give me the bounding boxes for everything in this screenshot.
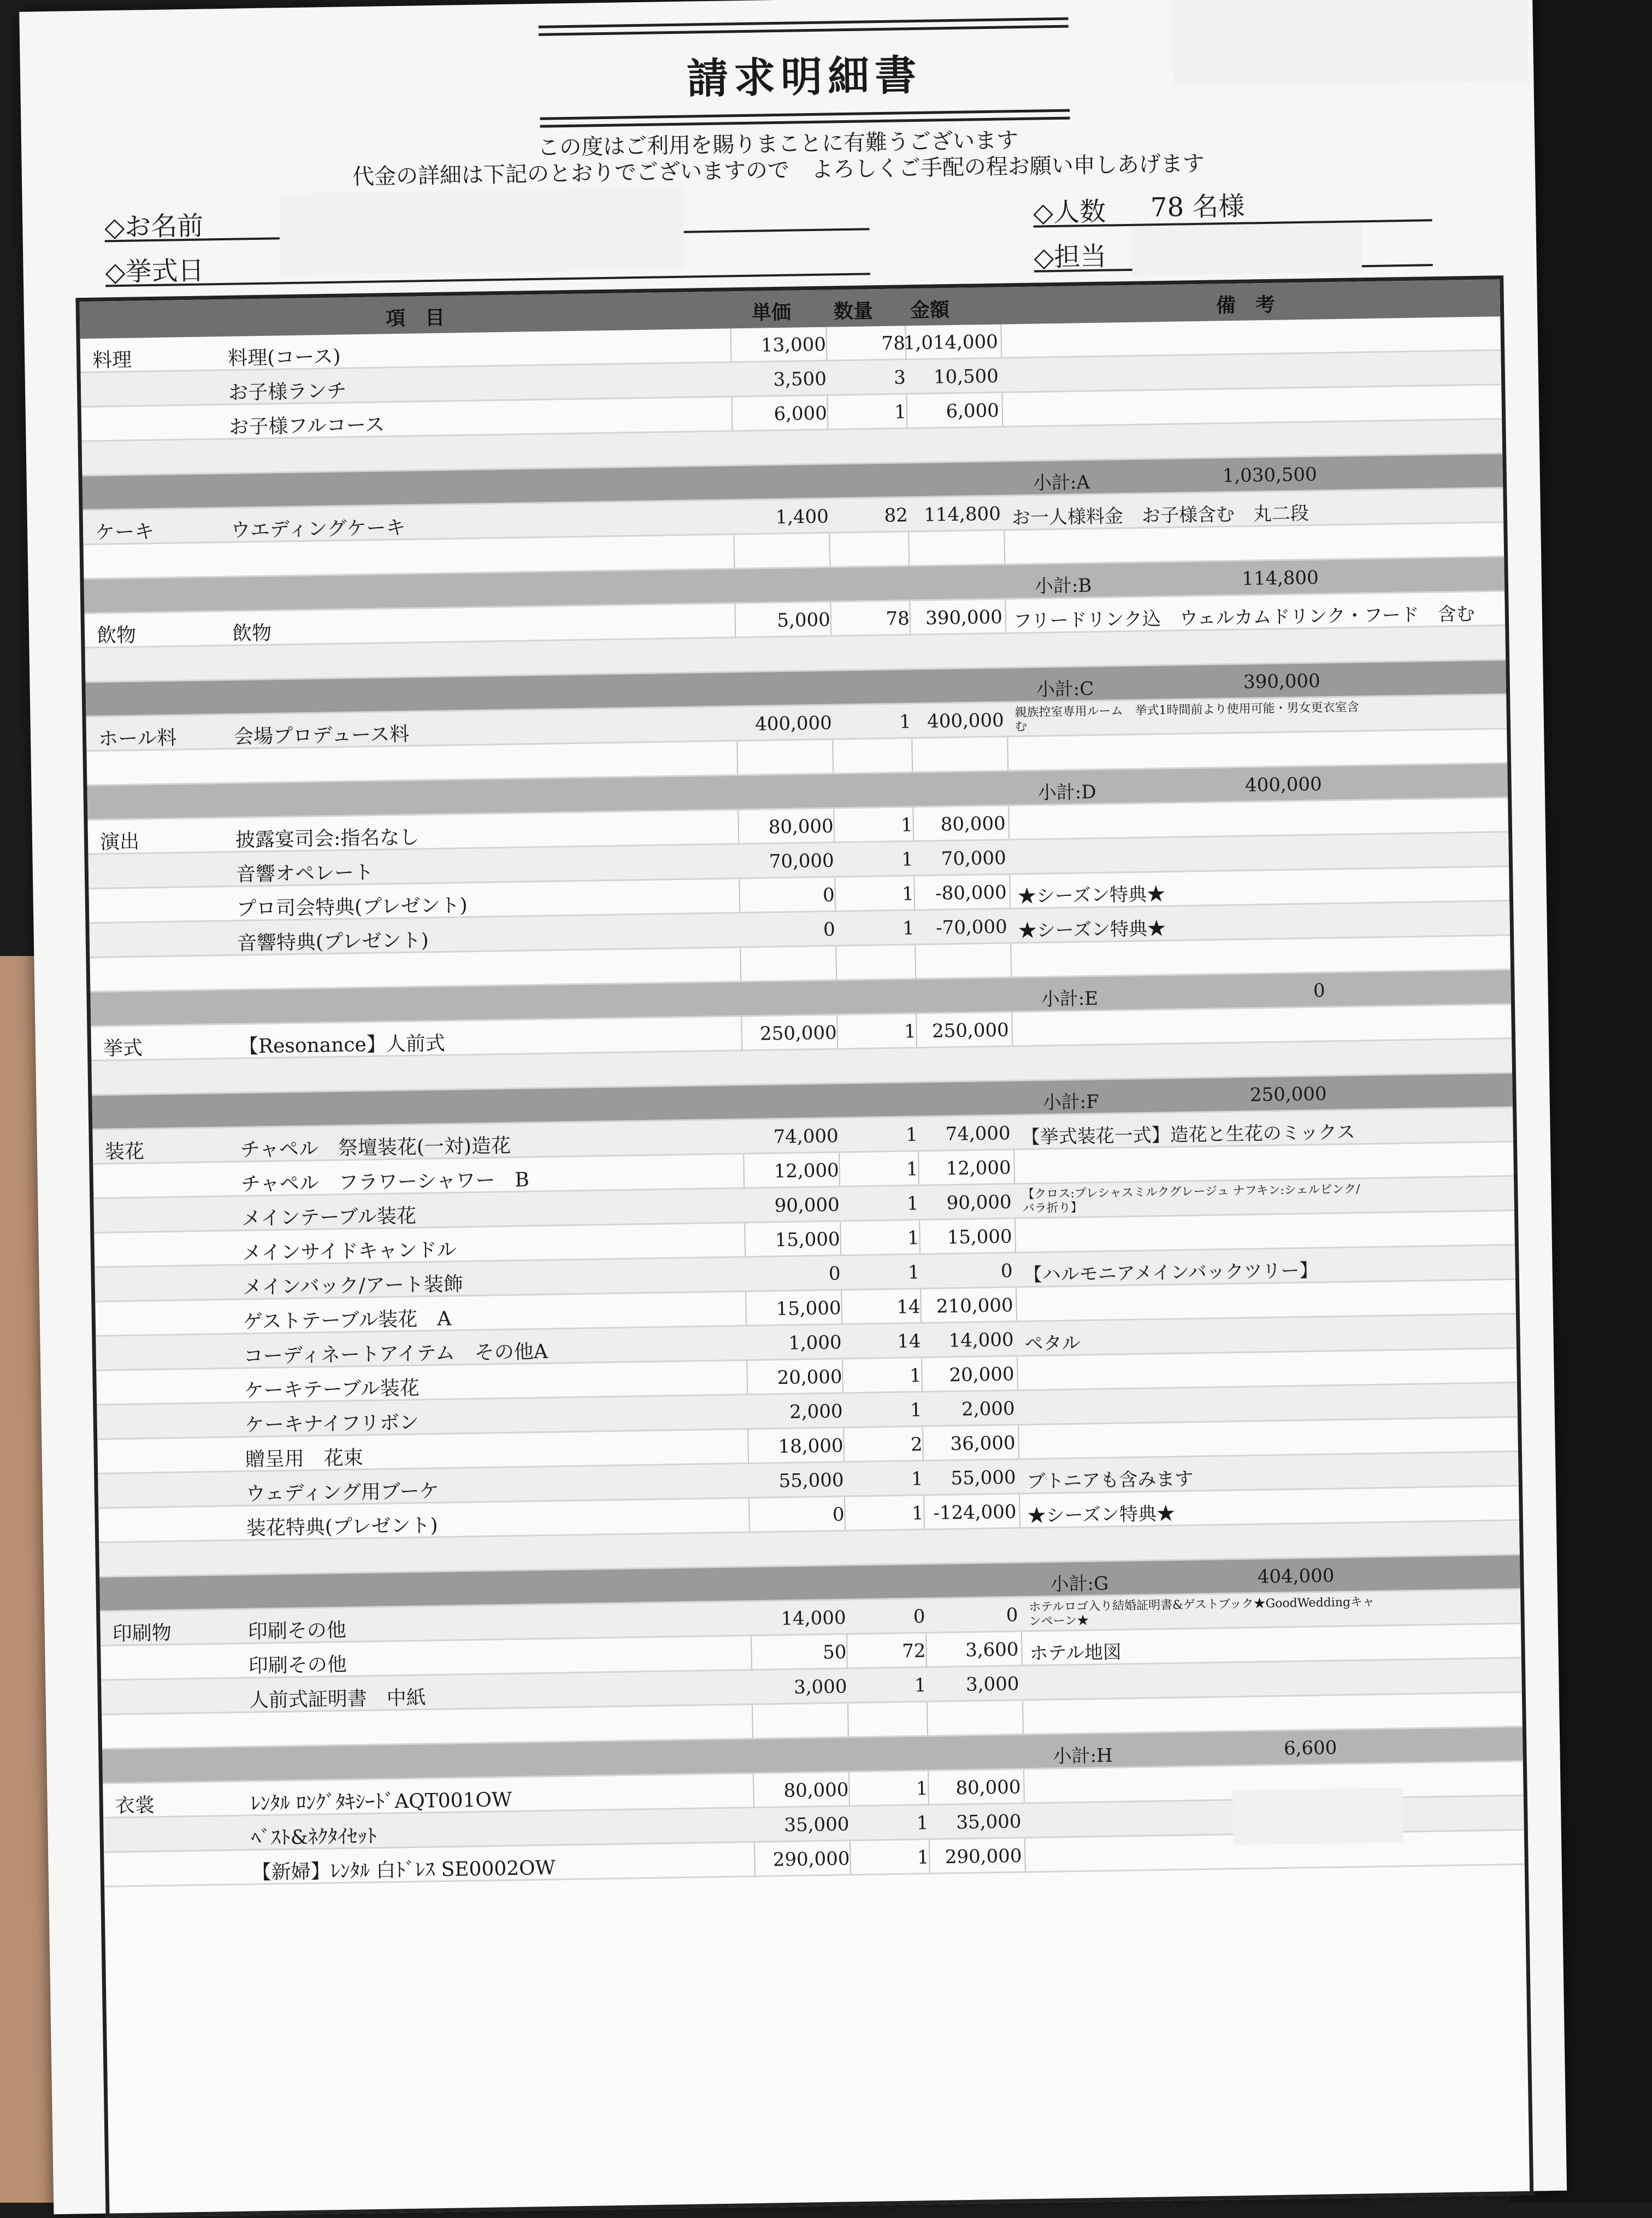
item-name-cell: メインバック/アート装飾 <box>242 1273 463 1299</box>
note-cell: ★シーズン特典★ <box>1027 1502 1176 1527</box>
staff-label: ◇担当 <box>1034 241 1107 273</box>
note-cell: ★シーズン特典★ <box>1018 917 1166 942</box>
item-name-cell: 印刷その他 <box>247 1619 347 1643</box>
quantity-cell: 1 <box>910 1399 922 1421</box>
quantity-cell: 72 <box>901 1640 926 1662</box>
unit-price-cell: 13,000 <box>760 333 827 357</box>
item-name-cell: 【新婦】ﾚﾝﾀﾙ 白ﾄﾞﾚｽ SE0002OW <box>251 1856 556 1884</box>
amount-cell: 90,000 <box>946 1191 1012 1214</box>
unit-price-cell: 290,000 <box>772 1848 850 1871</box>
item-name-cell: お子様ランチ <box>228 380 347 404</box>
quantity-cell: 1 <box>901 848 914 871</box>
item-name-cell: チャペル 祭壇装花(一対)造花 <box>240 1134 511 1161</box>
unit-price-cell: 2,000 <box>789 1400 843 1423</box>
amount-cell: -80,000 <box>935 881 1007 905</box>
subtotal-value: 0 <box>1313 980 1325 1002</box>
unit-price-cell: 250,000 <box>759 1022 837 1045</box>
item-name-cell: コーディネートアイテム その他A <box>243 1340 548 1368</box>
item-name-cell: ﾚﾝﾀﾙ ﾛﾝｸﾞﾀｷｼｰﾄﾞAQT001OW <box>250 1788 512 1815</box>
category-cell: 装花 <box>104 1140 145 1164</box>
note-cell: ブトニアも含みます <box>1026 1468 1194 1493</box>
unit-price-cell: 50 <box>822 1641 847 1664</box>
quantity-cell: 1 <box>914 1674 927 1697</box>
quantity-cell: 1 <box>907 1261 920 1284</box>
quantity-cell: 2 <box>910 1434 923 1456</box>
amount-cell: 210,000 <box>936 1294 1013 1318</box>
quantity-cell: 1 <box>911 1502 924 1525</box>
redacted-corner <box>1172 0 1529 87</box>
category-cell: ケーキ <box>95 520 155 544</box>
amount-cell: 55,000 <box>951 1466 1016 1490</box>
note-cell: ★シーズン特典★ <box>1017 883 1166 908</box>
quantity-cell: 1 <box>906 1193 919 1215</box>
column-header-item: 項 目 <box>385 306 445 331</box>
unit-price-cell: 20,000 <box>777 1366 842 1389</box>
unit-price-cell: 12,000 <box>774 1159 839 1183</box>
amount-cell: 20,000 <box>949 1363 1014 1387</box>
subtotal-value: 390,000 <box>1243 670 1321 693</box>
category-cell: 衣裳 <box>115 1794 155 1818</box>
subtotal-label: 小計:B <box>1034 575 1092 598</box>
category-cell: 印刷物 <box>112 1621 172 1645</box>
amount-cell: 15,000 <box>947 1225 1012 1249</box>
quantity-cell: 1 <box>902 917 915 940</box>
subtotal-label: 小計:H <box>1053 1744 1113 1768</box>
unit-price-cell: 3,500 <box>773 368 827 391</box>
amount-cell: 290,000 <box>945 1845 1022 1868</box>
item-name-cell: ウェディング用ブーケ <box>245 1480 440 1506</box>
subtotal-label: 小計:A <box>1032 471 1090 494</box>
column-header-amount: 金額 <box>910 298 950 322</box>
unit-price-cell: 35,000 <box>784 1813 849 1837</box>
amount-cell: 3,000 <box>965 1673 1019 1696</box>
quantity-cell: 1 <box>916 1778 928 1800</box>
item-name-cell: ケーキナイフリボン <box>244 1411 420 1437</box>
note-cell: ホテルロゴ入り結婚証明書&ゲストブック★GoodWeddingキャンペーン★ <box>1029 1595 1375 1629</box>
amount-cell: 2,000 <box>961 1397 1015 1420</box>
category-cell: 演出 <box>99 830 140 854</box>
unit-price-cell: 55,000 <box>778 1469 844 1493</box>
column-header-quantity: 数量 <box>833 299 874 323</box>
quantity-cell: 1 <box>904 1020 917 1043</box>
amount-cell: 1,014,000 <box>903 331 999 355</box>
quantity-cell: 78 <box>881 332 906 355</box>
ceremony-date-underline <box>105 273 870 287</box>
subtotal-value: 400,000 <box>1244 773 1322 797</box>
item-name-cell: 会場プロデュース料 <box>233 723 410 748</box>
title-block <box>539 17 1070 128</box>
note-cell: 【クロス:プレシャスミルクグレージュ ナフキン:シェルピンク/バラ折り】 <box>1022 1182 1360 1216</box>
amount-cell: 114,800 <box>923 503 1001 526</box>
unit-price-cell: 6,000 <box>774 402 828 426</box>
quantity-cell: 1 <box>911 1468 923 1490</box>
note-cell: お一人様料金 お子様含む 丸二段 <box>1011 502 1309 529</box>
quantity-cell: 14 <box>897 1330 921 1353</box>
item-name-cell: 披露宴司会:指名なし <box>235 826 420 852</box>
category-cell: 挙式 <box>103 1037 143 1060</box>
greeting-line-2: 代金の詳細は下記のとおりでございますので よろしくご手配の程お願い申しあげます <box>352 151 1205 190</box>
invoice-sheet <box>19 0 1567 2214</box>
item-name-cell: 【Resonance】人前式 <box>238 1032 446 1058</box>
amount-cell: -124,000 <box>933 1501 1017 1524</box>
quantity-cell: 82 <box>884 504 908 527</box>
quantity-cell: 1 <box>901 883 914 905</box>
quantity-cell: 1 <box>916 1812 929 1834</box>
amount-cell: 0 <box>1000 1260 1013 1282</box>
unit-price-cell: 15,000 <box>776 1297 841 1320</box>
item-name-cell: 音響特典(プレゼント) <box>237 929 429 955</box>
quantity-cell: 1 <box>917 1847 929 1869</box>
amount-cell: 74,000 <box>945 1122 1011 1146</box>
invoice-table <box>75 275 1533 2217</box>
category-cell: ホール料 <box>98 727 177 751</box>
amount-cell: 80,000 <box>955 1776 1021 1800</box>
subtotal-value: 6,600 <box>1283 1737 1337 1760</box>
subtotal-label: 小計:F <box>1042 1090 1100 1114</box>
quantity-cell: 1 <box>900 814 913 836</box>
subtotal-label: 小計:C <box>1036 678 1094 701</box>
quantity-cell: 1 <box>905 1124 918 1146</box>
quantity-cell: 1 <box>906 1158 918 1181</box>
amount-cell: 3,600 <box>965 1638 1019 1661</box>
column-header-notes: 備 考 <box>1216 293 1276 317</box>
item-name-cell: ﾍﾞｽﾄ&ﾈｸﾀｲｾｯﾄ <box>251 1825 377 1850</box>
item-name-cell: メインサイドキャンドル <box>241 1238 457 1265</box>
column-header-unit-price: 単価 <box>751 300 792 325</box>
quantity-cell: 1 <box>907 1227 919 1249</box>
item-name-cell: 印刷その他 <box>248 1653 347 1678</box>
guests-label: ◇人数 <box>1032 196 1106 228</box>
unit-price-cell: 0 <box>832 1503 845 1526</box>
amount-cell: 12,000 <box>946 1157 1011 1180</box>
unit-price-cell: 80,000 <box>768 815 834 839</box>
item-name-cell: お子様フルコース <box>228 414 385 439</box>
unit-price-cell: 80,000 <box>783 1779 849 1802</box>
quantity-cell: 1 <box>894 401 907 423</box>
note-cell: 親族控室専用ルーム 挙式1時間前より使用可能・男女更衣室含む <box>1014 700 1359 734</box>
quantity-cell: 1 <box>909 1365 922 1387</box>
quantity-cell: 3 <box>893 367 906 389</box>
item-name-cell: 音響オペレート <box>235 861 374 886</box>
unit-price-cell: 1,400 <box>775 505 829 529</box>
item-name-cell: 人前式証明書 中紙 <box>249 1686 427 1712</box>
note-cell: 【ハルモニアメインバックツリー】 <box>1023 1259 1318 1287</box>
unit-price-cell: 400,000 <box>754 712 833 735</box>
unit-price-cell: 15,000 <box>775 1228 840 1252</box>
item-name-cell: 飲物 <box>232 622 272 645</box>
unit-price-cell: 0 <box>828 1263 841 1285</box>
guests-value: 78 名様 <box>1150 191 1245 223</box>
amount-cell: 6,000 <box>946 399 1000 423</box>
subtotal-value: 1,030,500 <box>1222 463 1318 487</box>
subtotal-value: 250,000 <box>1249 1083 1327 1106</box>
item-name-cell: ウエディングケーキ <box>230 516 406 542</box>
ceremony-date-label: ◇挙式日 <box>105 255 205 288</box>
table-body <box>80 316 1525 1887</box>
page-title: 請求明細書 <box>686 50 922 103</box>
unit-price-cell: 70,000 <box>769 850 835 873</box>
note-cell: 【挙式装花一式】造花と生花のミックス <box>1021 1121 1355 1149</box>
note-cell: ホテル地図 <box>1029 1641 1122 1665</box>
note-cell: ペタル <box>1024 1332 1081 1355</box>
item-name-cell: ゲストテーブル装花 A <box>243 1307 452 1334</box>
amount-cell: 250,000 <box>931 1019 1009 1042</box>
unit-price-cell: 90,000 <box>774 1194 840 1217</box>
amount-cell: 10,500 <box>933 365 999 388</box>
amount-cell: 35,000 <box>956 1810 1022 1834</box>
unit-price-cell: 3,000 <box>793 1676 847 1698</box>
amount-cell: -70,000 <box>935 916 1008 939</box>
quantity-cell: 0 <box>913 1606 925 1628</box>
subtotal-label: 小計:G <box>1050 1572 1109 1596</box>
amount-cell: 70,000 <box>941 847 1007 870</box>
unit-price-cell: 18,000 <box>778 1435 843 1458</box>
item-name-cell: 贈呈用 花束 <box>245 1447 364 1471</box>
unit-price-cell: 1,000 <box>788 1331 842 1354</box>
subtotal-label: 小計:D <box>1037 781 1096 804</box>
quantity-cell: 78 <box>886 607 910 630</box>
redacted-hotel-map <box>1233 1788 1403 1845</box>
greeting-line-1: この度はご利用を賜りまことに有難うございます <box>537 128 1019 161</box>
unit-price-cell: 74,000 <box>773 1125 839 1148</box>
amount-cell: 36,000 <box>950 1432 1016 1455</box>
amount-cell: 400,000 <box>927 709 1005 733</box>
category-cell: 料理 <box>92 349 132 372</box>
subtotal-value: 114,800 <box>1241 567 1319 590</box>
item-name-cell: 料理(コース) <box>227 345 341 370</box>
quantity-cell: 14 <box>896 1296 921 1318</box>
item-name-cell: チャペル フラワーシャワー B <box>240 1169 530 1196</box>
item-name-cell: 装花特典(プレゼント) <box>246 1514 438 1540</box>
note-cell: フリードリンク込 ウェルカムドリンク・フード 含む <box>1013 603 1476 633</box>
redacted-staff <box>1132 223 1362 276</box>
item-name-cell: プロ司会特典(プレゼント) <box>236 894 468 921</box>
redacted-name <box>279 187 684 276</box>
quantity-cell: 1 <box>899 711 912 733</box>
amount-cell: 80,000 <box>940 812 1006 836</box>
unit-price-cell: 14,000 <box>781 1607 846 1630</box>
unit-price-cell: 0 <box>822 884 835 906</box>
subtotal-value: 404,000 <box>1257 1565 1335 1588</box>
name-label: ◇お名前 <box>104 210 204 243</box>
amount-cell: 390,000 <box>925 606 1003 629</box>
amount-cell: 0 <box>1006 1604 1018 1626</box>
item-name-cell: メインテーブル装花 <box>241 1205 417 1230</box>
unit-price-cell: 0 <box>823 918 836 941</box>
subtotal-label: 小計:E <box>1041 987 1099 1011</box>
item-name-cell: ケーキテーブル装花 <box>244 1377 420 1402</box>
amount-cell: 14,000 <box>948 1329 1014 1352</box>
unit-price-cell: 5,000 <box>777 609 831 632</box>
category-cell: 飲物 <box>96 624 137 647</box>
